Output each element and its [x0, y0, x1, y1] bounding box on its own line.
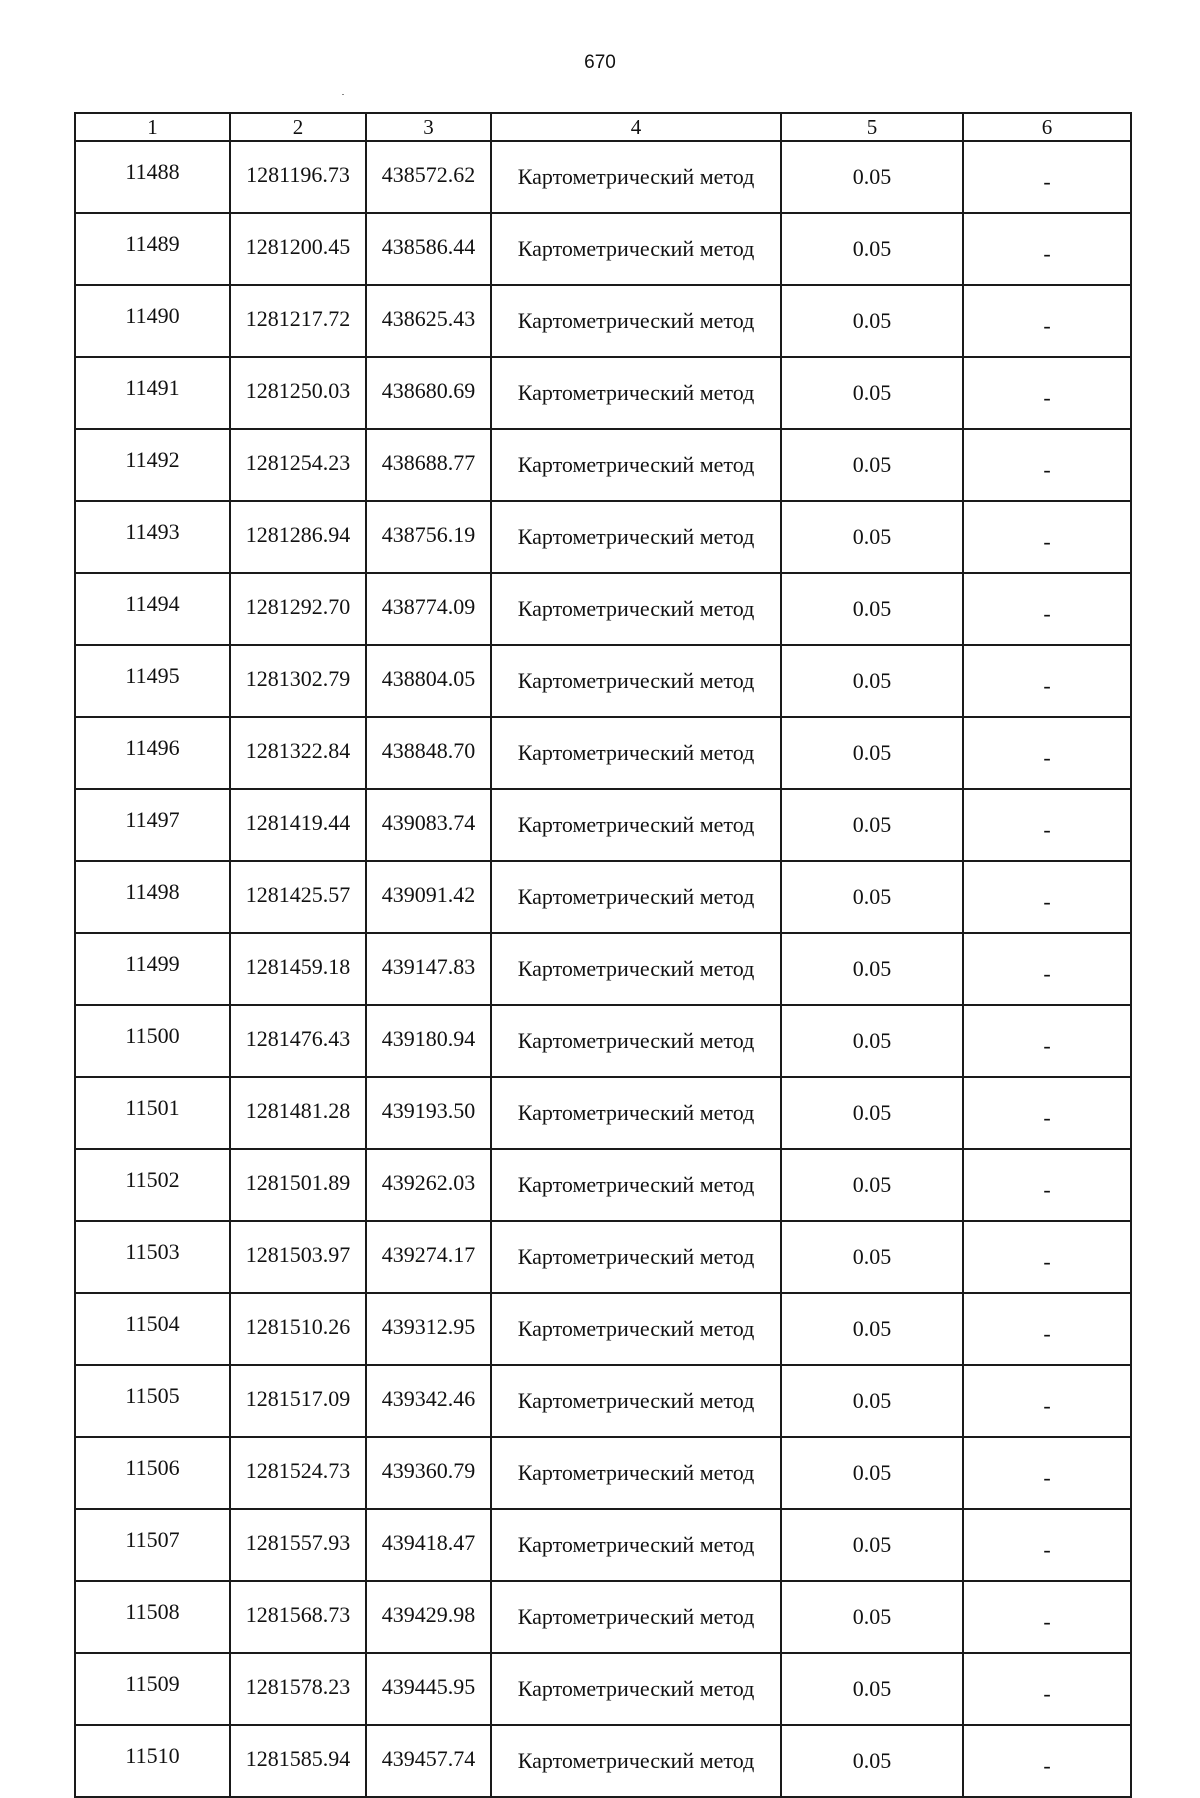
x-coordinate-cell: 1281568.73 — [230, 1581, 366, 1653]
accuracy-cell: 0.05 — [781, 1725, 963, 1797]
table-row — [75, 1293, 1131, 1365]
x-coordinate-cell: 1281250.03 — [230, 357, 366, 429]
x-coordinate-cell: 1281302.79 — [230, 645, 366, 717]
method-cell: Картометрический метод — [491, 1653, 781, 1725]
y-coordinate-cell: 439445.95 — [366, 1653, 491, 1725]
description-cell: - — [963, 861, 1131, 933]
header-col-3: 3 — [366, 113, 491, 141]
point-number-cell: 11507 — [75, 1509, 230, 1581]
x-coordinate-cell: 1281578.23 — [230, 1653, 366, 1725]
point-number-cell: 11499 — [75, 933, 230, 1005]
accuracy-cell: 0.05 — [781, 645, 963, 717]
method-cell: Картометрический метод — [491, 501, 781, 573]
x-coordinate-cell: 1281503.97 — [230, 1221, 366, 1293]
x-coordinate-cell: 1281481.28 — [230, 1077, 366, 1149]
method-cell: Картометрический метод — [491, 717, 781, 789]
y-coordinate-cell: 438572.62 — [366, 141, 491, 213]
x-coordinate-cell: 1281254.23 — [230, 429, 366, 501]
y-coordinate-cell: 439360.79 — [366, 1437, 491, 1509]
point-number-cell: 11495 — [75, 645, 230, 717]
table-row — [75, 1509, 1131, 1581]
description-cell: - — [963, 141, 1131, 213]
point-number-cell: 11493 — [75, 501, 230, 573]
y-coordinate-cell: 439274.17 — [366, 1221, 491, 1293]
point-number-cell: 11488 — [75, 141, 230, 213]
description-cell: - — [963, 1437, 1131, 1509]
description-cell: - — [963, 1725, 1131, 1797]
description-cell: - — [963, 1509, 1131, 1581]
y-coordinate-cell: 439342.46 — [366, 1365, 491, 1437]
point-number-cell: 11492 — [75, 429, 230, 501]
description-cell: - — [963, 573, 1131, 645]
method-cell: Картометрический метод — [491, 1509, 781, 1581]
point-number-cell: 11501 — [75, 1077, 230, 1149]
description-cell: - — [963, 285, 1131, 357]
point-number-cell: 11504 — [75, 1293, 230, 1365]
table-row — [75, 213, 1131, 285]
x-coordinate-cell: 1281286.94 — [230, 501, 366, 573]
y-coordinate-cell: 438774.09 — [366, 573, 491, 645]
x-coordinate-cell: 1281196.73 — [230, 141, 366, 213]
method-cell: Картометрический метод — [491, 933, 781, 1005]
x-coordinate-cell: 1281476.43 — [230, 1005, 366, 1077]
table-row — [75, 1077, 1131, 1149]
description-cell: - — [963, 1077, 1131, 1149]
x-coordinate-cell: 1281292.70 — [230, 573, 366, 645]
description-cell: - — [963, 645, 1131, 717]
method-cell: Картометрический метод — [491, 213, 781, 285]
table-row — [75, 1365, 1131, 1437]
point-number-cell: 11489 — [75, 213, 230, 285]
x-coordinate-cell: 1281524.73 — [230, 1437, 366, 1509]
table-header — [75, 113, 1131, 141]
table-row — [75, 1581, 1131, 1653]
y-coordinate-cell: 439312.95 — [366, 1293, 491, 1365]
y-coordinate-cell: 439262.03 — [366, 1149, 491, 1221]
point-number-cell: 11508 — [75, 1581, 230, 1653]
description-cell: - — [963, 789, 1131, 861]
accuracy-cell: 0.05 — [781, 573, 963, 645]
y-coordinate-cell: 439457.74 — [366, 1725, 491, 1797]
header-col-6: 6 — [963, 113, 1131, 141]
accuracy-cell: 0.05 — [781, 285, 963, 357]
header-col-1: 1 — [75, 113, 230, 141]
method-cell: Картометрический метод — [491, 1221, 781, 1293]
x-coordinate-cell: 1281200.45 — [230, 213, 366, 285]
table-row — [75, 1149, 1131, 1221]
table-row — [75, 789, 1131, 861]
table-row — [75, 1725, 1131, 1797]
y-coordinate-cell: 438804.05 — [366, 645, 491, 717]
y-coordinate-cell: 438688.77 — [366, 429, 491, 501]
point-number-cell: 11502 — [75, 1149, 230, 1221]
accuracy-cell: 0.05 — [781, 1077, 963, 1149]
accuracy-cell: 0.05 — [781, 501, 963, 573]
point-number-cell: 11509 — [75, 1653, 230, 1725]
description-cell: - — [963, 1149, 1131, 1221]
table-body — [75, 141, 1131, 1797]
point-number-cell: 11510 — [75, 1725, 230, 1797]
accuracy-cell: 0.05 — [781, 141, 963, 213]
table-row — [75, 1005, 1131, 1077]
method-cell: Картометрический метод — [491, 573, 781, 645]
x-coordinate-cell: 1281322.84 — [230, 717, 366, 789]
x-coordinate-cell: 1281217.72 — [230, 285, 366, 357]
accuracy-cell: 0.05 — [781, 1653, 963, 1725]
x-coordinate-cell: 1281517.09 — [230, 1365, 366, 1437]
accuracy-cell: 0.05 — [781, 1581, 963, 1653]
x-coordinate-cell: 1281585.94 — [230, 1725, 366, 1797]
accuracy-cell: 0.05 — [781, 861, 963, 933]
point-number-cell: 11498 — [75, 861, 230, 933]
description-cell: - — [963, 429, 1131, 501]
table-row — [75, 285, 1131, 357]
header-col-5: 5 — [781, 113, 963, 141]
method-cell: Картометрический метод — [491, 1293, 781, 1365]
method-cell: Картометрический метод — [491, 1581, 781, 1653]
table-row — [75, 717, 1131, 789]
description-cell: - — [963, 1581, 1131, 1653]
point-number-cell: 11490 — [75, 285, 230, 357]
y-coordinate-cell: 439429.98 — [366, 1581, 491, 1653]
y-coordinate-cell: 439083.74 — [366, 789, 491, 861]
method-cell: Картометрический метод — [491, 357, 781, 429]
accuracy-cell: 0.05 — [781, 213, 963, 285]
y-coordinate-cell: 438586.44 — [366, 213, 491, 285]
point-number-cell: 11505 — [75, 1365, 230, 1437]
y-coordinate-cell: 439091.42 — [366, 861, 491, 933]
y-coordinate-cell: 438625.43 — [366, 285, 491, 357]
method-cell: Картометрический метод — [491, 141, 781, 213]
y-coordinate-cell: 439418.47 — [366, 1509, 491, 1581]
y-coordinate-cell: 439147.83 — [366, 933, 491, 1005]
table-row — [75, 1653, 1131, 1725]
method-cell: Картометрический метод — [491, 1365, 781, 1437]
table-row — [75, 429, 1131, 501]
point-number-cell: 11503 — [75, 1221, 230, 1293]
table-row — [75, 573, 1131, 645]
description-cell: - — [963, 1365, 1131, 1437]
accuracy-cell: 0.05 — [781, 1437, 963, 1509]
method-cell: Картометрический метод — [491, 1149, 781, 1221]
y-coordinate-cell: 439193.50 — [366, 1077, 491, 1149]
x-coordinate-cell: 1281501.89 — [230, 1149, 366, 1221]
accuracy-cell: 0.05 — [781, 1005, 963, 1077]
accuracy-cell: 0.05 — [781, 357, 963, 429]
table-row — [75, 1221, 1131, 1293]
x-coordinate-cell: 1281459.18 — [230, 933, 366, 1005]
x-coordinate-cell: 1281510.26 — [230, 1293, 366, 1365]
point-number-cell: 11494 — [75, 573, 230, 645]
table-row — [75, 1437, 1131, 1509]
table-row — [75, 861, 1131, 933]
accuracy-cell: 0.05 — [781, 933, 963, 1005]
method-cell: Картометрический метод — [491, 789, 781, 861]
method-cell: Картометрический метод — [491, 861, 781, 933]
y-coordinate-cell: 439180.94 — [366, 1005, 491, 1077]
scan-artifact — [342, 94, 344, 95]
method-cell: Картометрический метод — [491, 645, 781, 717]
table-row — [75, 501, 1131, 573]
point-number-cell: 11500 — [75, 1005, 230, 1077]
accuracy-cell: 0.05 — [781, 1293, 963, 1365]
x-coordinate-cell: 1281419.44 — [230, 789, 366, 861]
header-row — [75, 113, 1131, 141]
y-coordinate-cell: 438680.69 — [366, 357, 491, 429]
x-coordinate-cell: 1281557.93 — [230, 1509, 366, 1581]
description-cell: - — [963, 213, 1131, 285]
description-cell: - — [963, 933, 1131, 1005]
accuracy-cell: 0.05 — [781, 1221, 963, 1293]
table-row — [75, 645, 1131, 717]
table-row — [75, 933, 1131, 1005]
point-number-cell: 11497 — [75, 789, 230, 861]
accuracy-cell: 0.05 — [781, 1509, 963, 1581]
method-cell: Картометрический метод — [491, 1437, 781, 1509]
header-col-4: 4 — [491, 113, 781, 141]
method-cell: Картометрический метод — [491, 1725, 781, 1797]
table-row — [75, 357, 1131, 429]
description-cell: - — [963, 1293, 1131, 1365]
accuracy-cell: 0.05 — [781, 1365, 963, 1437]
point-number-cell: 11506 — [75, 1437, 230, 1509]
description-cell: - — [963, 501, 1131, 573]
point-number-cell: 11496 — [75, 717, 230, 789]
method-cell: Картометрический метод — [491, 1077, 781, 1149]
method-cell: Картометрический метод — [491, 429, 781, 501]
description-cell: - — [963, 357, 1131, 429]
point-number-cell: 11491 — [75, 357, 230, 429]
method-cell: Картометрический метод — [491, 1005, 781, 1077]
x-coordinate-cell: 1281425.57 — [230, 861, 366, 933]
coordinates-table — [74, 112, 1132, 1798]
table-row — [75, 141, 1131, 213]
page-number: 670 — [584, 52, 616, 73]
accuracy-cell: 0.05 — [781, 717, 963, 789]
description-cell: - — [963, 717, 1131, 789]
accuracy-cell: 0.05 — [781, 429, 963, 501]
accuracy-cell: 0.05 — [781, 789, 963, 861]
accuracy-cell: 0.05 — [781, 1149, 963, 1221]
y-coordinate-cell: 438848.70 — [366, 717, 491, 789]
header-col-2: 2 — [230, 113, 366, 141]
method-cell: Картометрический метод — [491, 285, 781, 357]
description-cell: - — [963, 1653, 1131, 1725]
description-cell: - — [963, 1005, 1131, 1077]
y-coordinate-cell: 438756.19 — [366, 501, 491, 573]
description-cell: - — [963, 1221, 1131, 1293]
